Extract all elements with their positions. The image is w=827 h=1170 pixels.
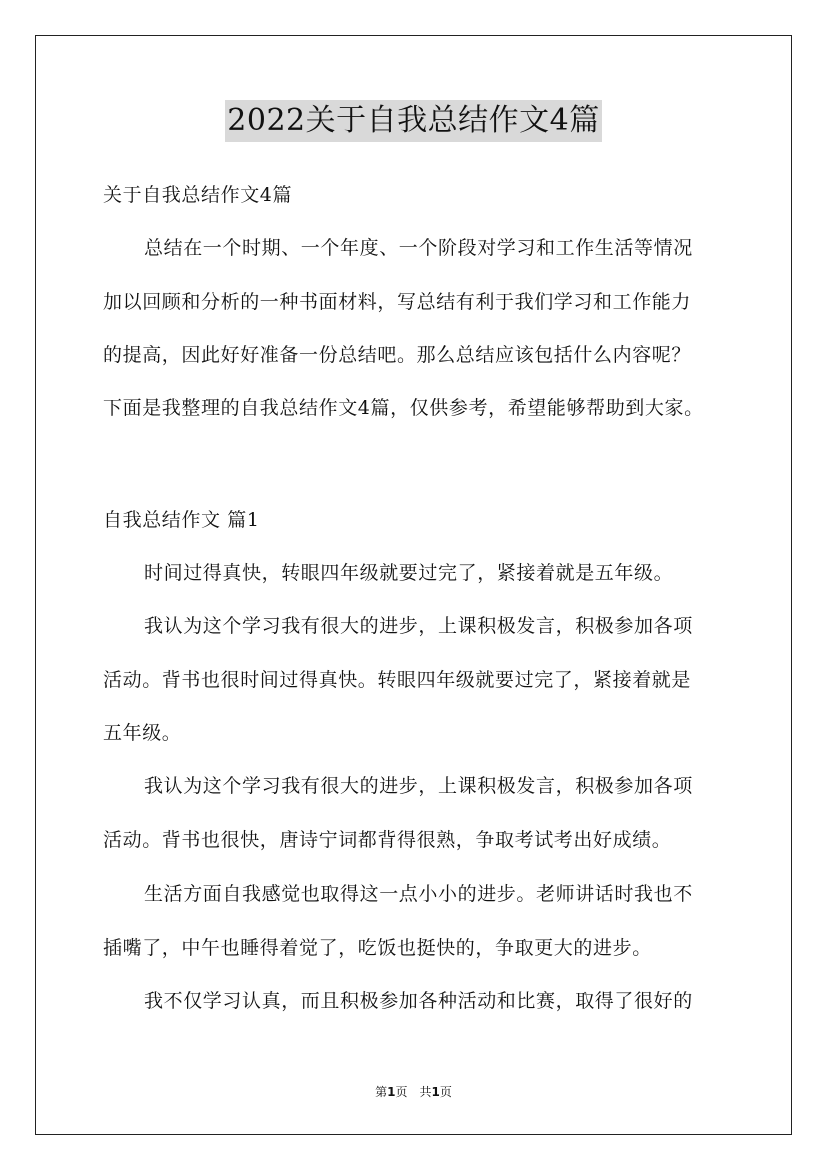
- body-line-7: 生活方面自我感觉也取得这一点小小的进步。老师讲话时我也不: [144, 883, 693, 905]
- document-subtitle: 关于自我总结作文4篇: [103, 184, 293, 206]
- footer-page-current: 1: [387, 1085, 396, 1099]
- body-line-2: 我认为这个学习我有很大的进步，上课积极发言，积极参加各项: [144, 615, 693, 637]
- body-line-6: 活动。背书也很快，唐诗宁词都背得很熟，争取考试考出好成绩。: [103, 829, 672, 851]
- intro-line-4: 下面是我整理的自我总结作文4篇，仅供参考，希望能够帮助到大家。: [103, 397, 704, 419]
- intro-line-2: 加以回顾和分析的一种书面材料，写总结有利于我们学习和工作能力: [103, 291, 692, 313]
- body-line-4: 五年级。: [103, 722, 182, 744]
- body-line-3: 活动。背书也很时间过得真快。转眼四年级就要过完了，紧接着就是: [103, 669, 692, 691]
- footer-page-suffix: 页: [439, 1085, 452, 1099]
- section-heading: 自我总结作文 篇1: [103, 509, 260, 531]
- footer-page-prefix: 第: [375, 1085, 388, 1099]
- title-container: [0, 100, 827, 142]
- document-title: 2022关于自我总结作文4篇: [225, 100, 601, 142]
- page-footer: [0, 1084, 827, 1100]
- body-line-5: 我认为这个学习我有很大的进步，上课积极发言，积极参加各项: [144, 775, 693, 797]
- body-line-1: 时间过得真快，转眼四年级就要过完了，紧接着就是五年级。: [144, 562, 674, 584]
- body-line-8: 插嘴了，中午也睡得着觉了，吃饭也挺快的，争取更大的进步。: [103, 937, 652, 959]
- footer-page-total: 1: [431, 1085, 440, 1099]
- body-line-9: 我不仅学习认真，而且积极参加各种活动和比赛，取得了很好的: [144, 990, 693, 1012]
- footer-page-mid: 页 共: [395, 1085, 432, 1099]
- intro-line-3: 的提高，因此好好准备一份总结吧。那么总结应该包括什么内容呢？: [103, 344, 692, 366]
- intro-line-1: 总结在一个时期、一个年度、一个阶段对学习和工作生活等情况: [144, 237, 693, 259]
